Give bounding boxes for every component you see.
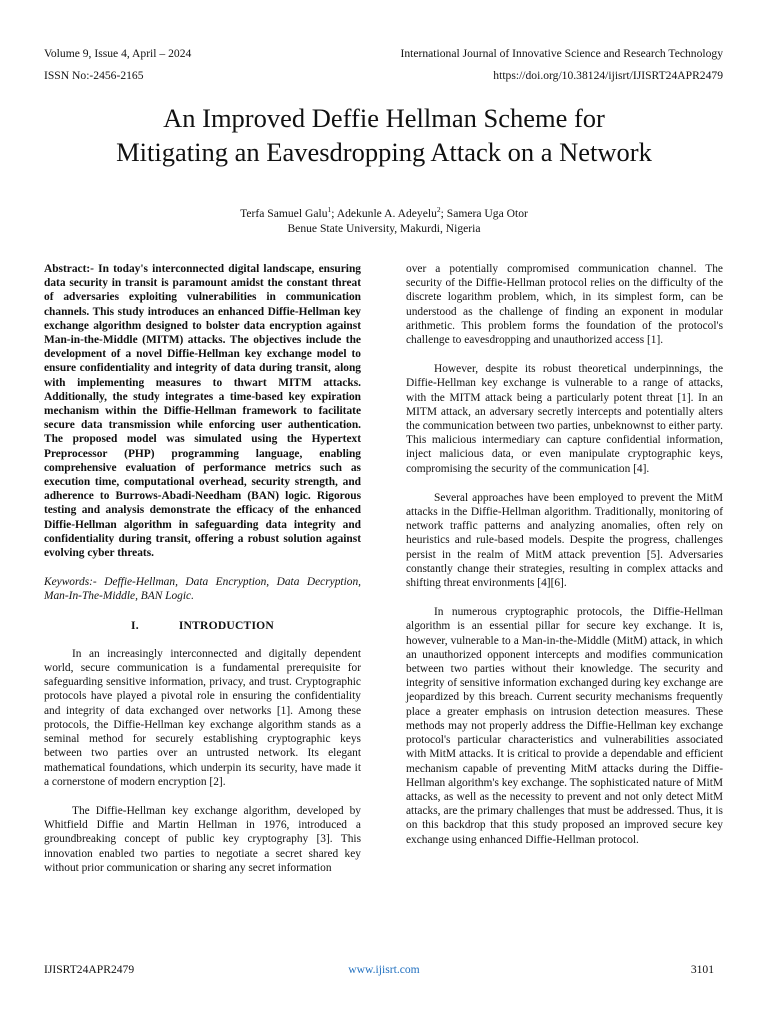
author-separator: ; bbox=[331, 206, 337, 220]
header-journal: International Journal of Innovative Science and Research Technology bbox=[400, 47, 723, 60]
author-separator: ; bbox=[440, 206, 447, 220]
footer-website-link[interactable]: www.ijisrt.com bbox=[348, 963, 420, 976]
author-superscript: 2 bbox=[436, 205, 441, 214]
header-volume: Volume 9, Issue 4, April – 2024 bbox=[44, 47, 192, 60]
right-column bbox=[406, 262, 723, 862]
header-issn: ISSN No:-2456-2165 bbox=[44, 69, 144, 82]
author-name: Terfa Samuel Galu bbox=[240, 206, 328, 220]
footer-paper-id: IJISRT24APR2479 bbox=[44, 963, 135, 976]
abstract: Abstract:- In today's interconnected digital landscape, ensuring data security in transit is paramount amidst the constant threat of adversaries exploiting vulnerabilities in communication channels. This study introduces an enhanced Diffie-Hellman key exchange algorithm designed to bolster data encryption against Man-in-the-Middle (MITM) attacks. The objectives include the development of a novel Diffie-Hellman key exchange model to ensure confidentiality and integrity of data during transit, along with implementing measures to thwart MITM attacks. Additionally, the study integrates a time-based key expiration mechanism within the Diffie-Hellman framework to facilitate secure data transmission while enforcing user authentication. The proposed model was simulated using the Hypertext Preprocessor (PHP) programming language, enabling comprehensive evaluation of performance metrics such as execution time, computational overhead, security strength, and adherence to Burrows-Abadi-Needham (BAN) logic. Rigorous testing and analysis demonstrate the efficacy of the enhanced Diffie-Hellman algorithm in safeguarding data integrity and confidentiality during transit, offering a robust solution against evolving cyber threats. bbox=[44, 263, 361, 560]
authors-block bbox=[0, 202, 768, 236]
body-paragraph: Several approaches have been employed to prevent the MitM attacks in the Diffie-Hellman algorithm. Traditionally, monitoring of network traffic patterns and analyzing anomalies, often rely on heuristics and rule-based models. Despite the progress, challenges persist in the realm of MitM attack prevention [5]. Adversaries constantly change their strategies, resulting in complex attacks and shifting threat environments [4][6]. bbox=[406, 491, 723, 590]
footer-page-number: 3101 bbox=[690, 963, 714, 976]
author-list bbox=[0, 202, 768, 221]
body-paragraph: In an increasingly interconnected and digitally dependent world, secure communication is a fundamental prerequisite for safeguarding sensitive information, privacy, and trust. Cryptographic protocols have played a pivotal role in ensuring the confidentiality and integrity of data exchanged over networks [1]. Among these protocols, the Diffie-Hellman key exchange algorithm stands as a seminal method for securely establishing cryptographic keys between two parties over an untrusted network. Its elegant mathematical foundations, which underpin its security, have made it a cornerstone of modern encryption [2]. bbox=[44, 647, 361, 788]
affiliation: Benue State University, Makurdi, Nigeria bbox=[287, 221, 481, 235]
section-number: I. bbox=[131, 618, 139, 632]
body-paragraph: In numerous cryptographic protocols, the Diffie-Hellman algorithm is an essential pillar for secure key exchange. It is, however, vulnerable to a Man-in-the-Middle (MitM) attack, in which an unauthorized opponent intercepts and modifies communication between two parties without their knowledge. The security and integrity of sensitive information exchanged during key exchange are jeopardized by this breach. Current security mechanisms frequently place a greater emphasis on intrusion detection measures. These methods may not properly address the Diffie-Hellman key exchange protocol's particular characteristics and vulnerabilities associated with MitM attacks. It is critical to provide a dependable and efficient mechanism capable of preventing MitM attacks during the Diffie-Hellman algorithm's key exchange. The sophisticated nature of MitM attacks, as well as the necessity to prevent and not only detect MitM attacks, are the primary challenges that must be addressed. Thus, it is on this backdrop that this study proposed an improved secure key exchange using enhanced Diffie-Hellman protocol. bbox=[406, 606, 723, 846]
title-line-2: Mitigating an Eavesdropping Attack on a Network bbox=[116, 137, 652, 167]
paper-title bbox=[0, 101, 768, 169]
author-name: Adekunle A. Adeyelu bbox=[336, 206, 437, 220]
section-title: INTRODUCTION bbox=[178, 618, 274, 632]
section-heading bbox=[44, 619, 361, 633]
title-line-1: An Improved Deffie Hellman Scheme for bbox=[163, 103, 605, 133]
body-paragraph-continued: over a potentially compromised communication channel. The security of the Diffie-Hellman protocol relies on the difficulty of the discrete logarithm problem, which, in its simplest form, can be understood as the challenge of finding an exponent in modular arithmetic. This problem forms the foundation of the protocol's challenge to eavesdropping and unauthorized access [1]. bbox=[406, 263, 723, 347]
header-doi[interactable]: https://doi.org/10.38124/ijisrt/IJISRT24APR2479 bbox=[493, 69, 723, 82]
body-paragraph: The Diffie-Hellman key exchange algorithm, developed by Whitfield Diffie and Martin Hellman in 1976, introduced a groundbreaking concept of public key cryptography [3]. This innovation enabled two parties to negotiate a secret shared key without prior communication or sharing any secret information bbox=[44, 804, 361, 874]
left-column bbox=[44, 262, 361, 890]
body-paragraph: However, despite its robust theoretical underpinnings, the Diffie-Hellman key exchange is vulnerable to a range of attacks, with the MITM attack being a particularly potent threat [1]. In an MITM attack, an adversary secretly intercepts and potentially alters the communication between two parties, unbeknownst to either party. This malicious intermediary can capture confidential information, inject malicious data, or even manipulate cryptographic keys, compromising the security of the communication [4]. bbox=[406, 363, 723, 475]
keywords: Keywords:- Deffie-Hellman, Data Encryption, Data Decryption, Man-In-The-Middle, BAN Logic. bbox=[44, 576, 361, 603]
author-superscript: 1 bbox=[327, 205, 332, 214]
author-name: Samera Uga Otor bbox=[446, 206, 528, 220]
